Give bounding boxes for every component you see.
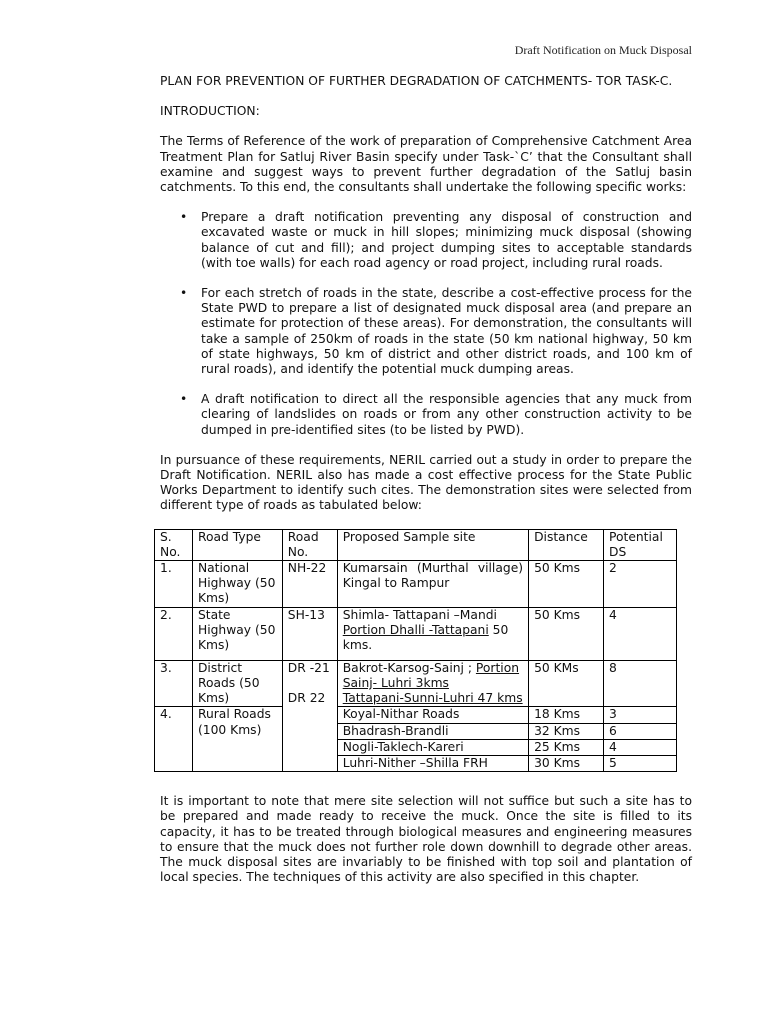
header-cell: Road Type [192,529,282,560]
table-row [155,561,677,608]
cell-site: Koyal-Nithar Roads [337,707,528,723]
cell-distance: 32 Kms [529,723,604,739]
cell-ds: 8 [604,660,677,707]
cell-ds: 2 [604,561,677,608]
task-item [160,286,692,377]
cell-road-type: National Highway (50 Kms) [192,561,282,608]
header-cell: S. No. [155,529,193,560]
cell-distance: 50 KMs [529,660,604,707]
task-list [160,210,692,438]
site-portion: Tattapani-Sunni-Luhri 47 kms [342,691,523,706]
cell-road-no [282,660,337,707]
cell-ds: 4 [604,607,677,660]
site-portion: Portion Sainj- Luhri 3kms [342,660,520,690]
cell-distance: 30 Kms [529,755,604,771]
cell-road-no: NH-22 [282,561,337,608]
bullet-icon: • [180,210,188,225]
cell-distance: 50 Kms [529,561,604,608]
site-portion: Portion Dhalli -Tattapani [342,622,489,637]
cell-site: Luhri-Nither –Shilla FRH [337,755,528,771]
task-text: Prepare a draft notification preventing any disposal of construction and excavated waste or muck in hill slopes; minimizing muck disposal (showing balance of cut and fill); and project dumping sites to acceptable standards (with toe walls) for each road agency or road project, including rural roads. [201,210,692,270]
header-cell: Road No. [282,529,337,560]
cell-road-type: District Roads (50 Kms) [192,660,282,707]
header-cell: Potential DS [604,529,677,560]
task-text: For each stretch of roads in the state, describe a cost-effective process for the State PWD to prepare a list of designated muck disposal area (and prepare an estimate for protection of these areas). For demonstration, the consultants will take a sample of 250km of roads in the state (50 km national highway, 50 km of state highways, 50 km of district and other district roads, and 100 km of rural roads), and identify the potential muck dumping areas. [201,286,692,377]
running-header: Draft Notification on Muck Disposal [514,43,692,57]
bullet-icon: • [180,286,188,301]
demonstration-sites-table [154,529,677,772]
cell-ds: 4 [604,739,677,755]
bullet-icon: • [180,392,188,407]
closing-paragraph: It is important to note that mere site selection will not suffice but such a site has to be prepared and made ready to receive the muck. Once the site is filled to its capacity, it has to be treated through biological measures and engineering measures to ensure that the muck does not further role down downhill to degrade other areas. The muck disposal sites are invariably to be finished with top soil and plantation of local species. The techniques of this activity are also specified in this chapter. [160,794,692,885]
table-row [155,707,677,723]
cell-sno: 4. [155,707,193,772]
cell-road-type: State Highway (50 Kms) [192,607,282,660]
cell-ds: 5 [604,755,677,771]
cell-sno: 1. [155,561,193,608]
cell-distance: 18 Kms [529,707,604,723]
cell-sno: 2. [155,607,193,660]
site-text: Shimla- Tattapani –Mandi [342,607,497,622]
cell-road-no [282,707,337,772]
cell-sno: 3. [155,660,193,707]
cell-road-type: Rural Roads (100 Kms) [192,707,282,772]
table-row [155,607,677,660]
table-header-row [155,529,677,560]
section-heading: INTRODUCTION: [160,104,260,119]
cell-road-no: SH-13 [282,607,337,660]
cell-distance: 25 Kms [529,739,604,755]
site-text: Bakrot-Karsog-Sainj ; [342,660,476,675]
document-title: PLAN FOR PREVENTION OF FURTHER DEGRADATION OF CATCHMENTS- TOR TASK-C. [160,74,673,88]
cell-site: Nogli-Taklech-Kareri [337,739,528,755]
header-cell: Proposed Sample site [337,529,528,560]
cell-site: Kumarsain (Murthal village) Kingal to Rampur [337,561,528,608]
cell-site [337,660,528,707]
intro-paragraph: The Terms of Reference of the work of preparation of Comprehensive Catchment Area Treatment Plan for Satluj River Basin specify under Task-`C’ that the Consultant shall examine and suggest ways to prevent further degradation of the Satluj basin catchments. To this end, the consultants shall undertake the following specific works: [160,134,692,195]
header-cell: Distance [529,529,604,560]
cell-site: Bhadrash-Brandli [337,723,528,739]
table-row [155,660,677,707]
task-item [160,392,692,438]
site-distance-text: 50 kms. [342,622,509,653]
pursuance-paragraph: In pursuance of these requirements, NERIL carried out a study in order to prepare the Draft Notification. NERIL also has made a cost effective process for the State Public Works Department to identify such cites. The demonstration sites were selected from different type of roads as tabulated below: [160,452,692,513]
cell-ds: 6 [604,723,677,739]
document-body [160,74,692,900]
road-no-a: DR -21 [287,660,330,675]
cell-ds: 3 [604,707,677,723]
cell-distance: 50 Kms [529,607,604,660]
task-item [160,210,692,271]
cell-site [337,607,528,660]
road-no-b: DR 22 [287,691,326,706]
task-text: A draft notification to direct all the responsible agencies that any muck from clearing of landslides on roads or from any other construction activity to be dumped in pre-identified sites (to be listed by PWD). [201,392,692,437]
